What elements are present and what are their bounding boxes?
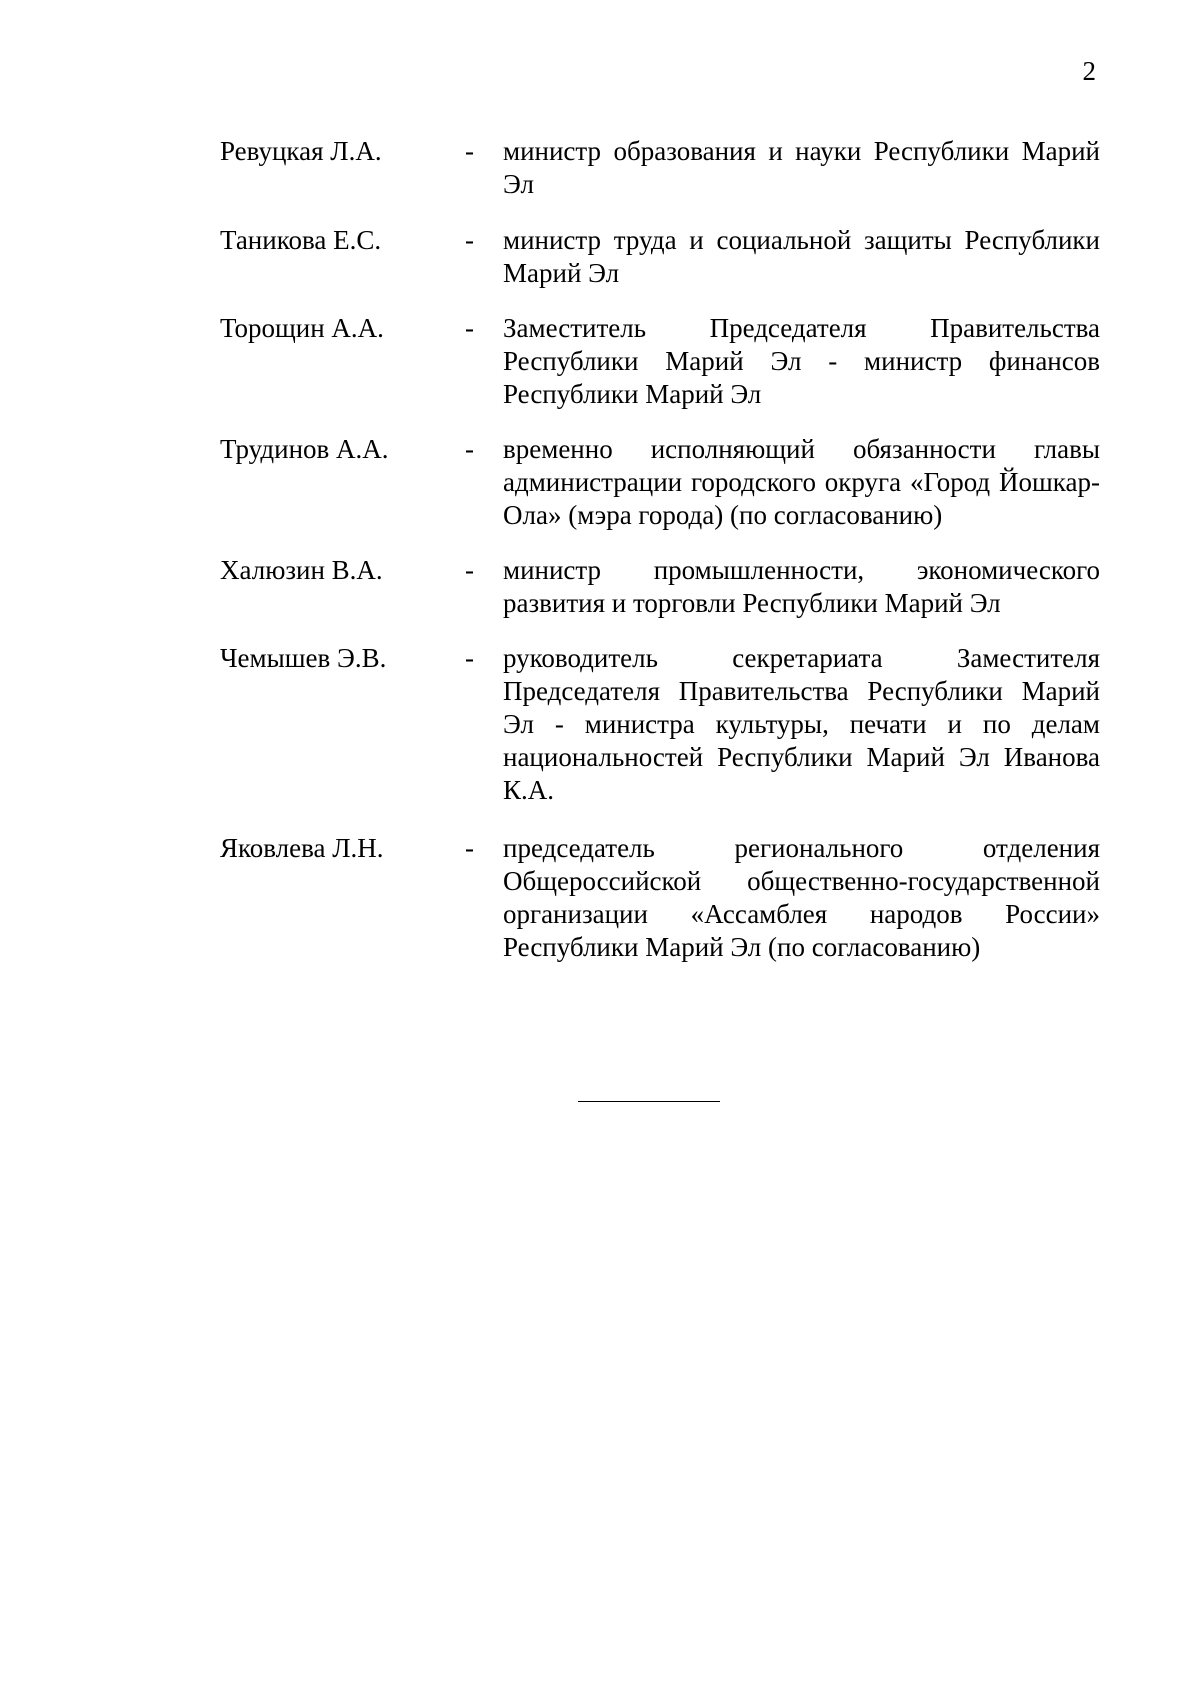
end-of-list-rule — [578, 1101, 720, 1102]
member-name: Трудинов А.А. — [220, 434, 389, 464]
member-entry — [220, 832, 1100, 964]
member-position: Заместитель Председателя Правительства Республики Марий Эл - министр финансов Республики Марий Эл — [503, 313, 1100, 409]
member-entry — [220, 433, 1100, 532]
member-position: руководитель секретариата Заместителя Председателя Правительства Республики Марий Эл - министра культуры, печати и по делам национальностей Республики Марий Эл Иванова К.А. — [503, 643, 1100, 805]
member-name: Ревуцкая Л.А. — [220, 136, 382, 166]
member-position: председатель регионального отделения Общероссийской общественно-государственной организации «Ассамблея народов России» Республики Марий Эл (по согласованию) — [503, 833, 1100, 962]
member-dash: - — [465, 555, 474, 585]
member-position: министр образования и науки Республики Марий Эл — [503, 136, 1100, 199]
member-name: Таникова Е.С. — [220, 225, 382, 255]
member-name: Халюзин В.А. — [220, 555, 383, 585]
member-position: министр труда и социальной защиты Республики Марий Эл — [503, 225, 1100, 288]
member-dash: - — [465, 136, 474, 166]
member-position: министр промышленности, экономического развития и торговли Республики Марий Эл — [503, 555, 1100, 618]
member-dash: - — [465, 643, 474, 673]
member-dash: - — [465, 313, 474, 343]
member-position: временно исполняющий обязанности главы администрации городского округа «Город Йошкар-Ола» (мэра города) (по согласованию) — [503, 434, 1100, 530]
member-entry — [220, 312, 1100, 411]
member-list — [220, 135, 1100, 964]
member-entry — [220, 642, 1100, 807]
member-entry — [220, 135, 1100, 201]
page-number: 2 — [1082, 56, 1096, 86]
member-name: Яковлева Л.Н. — [220, 833, 384, 863]
member-name: Чемышев Э.В. — [220, 643, 387, 673]
member-dash: - — [465, 434, 474, 464]
member-dash: - — [465, 225, 474, 255]
member-dash: - — [465, 833, 474, 863]
member-name: Торощин А.А. — [220, 313, 384, 343]
member-entry — [220, 554, 1100, 620]
member-entry — [220, 224, 1100, 290]
